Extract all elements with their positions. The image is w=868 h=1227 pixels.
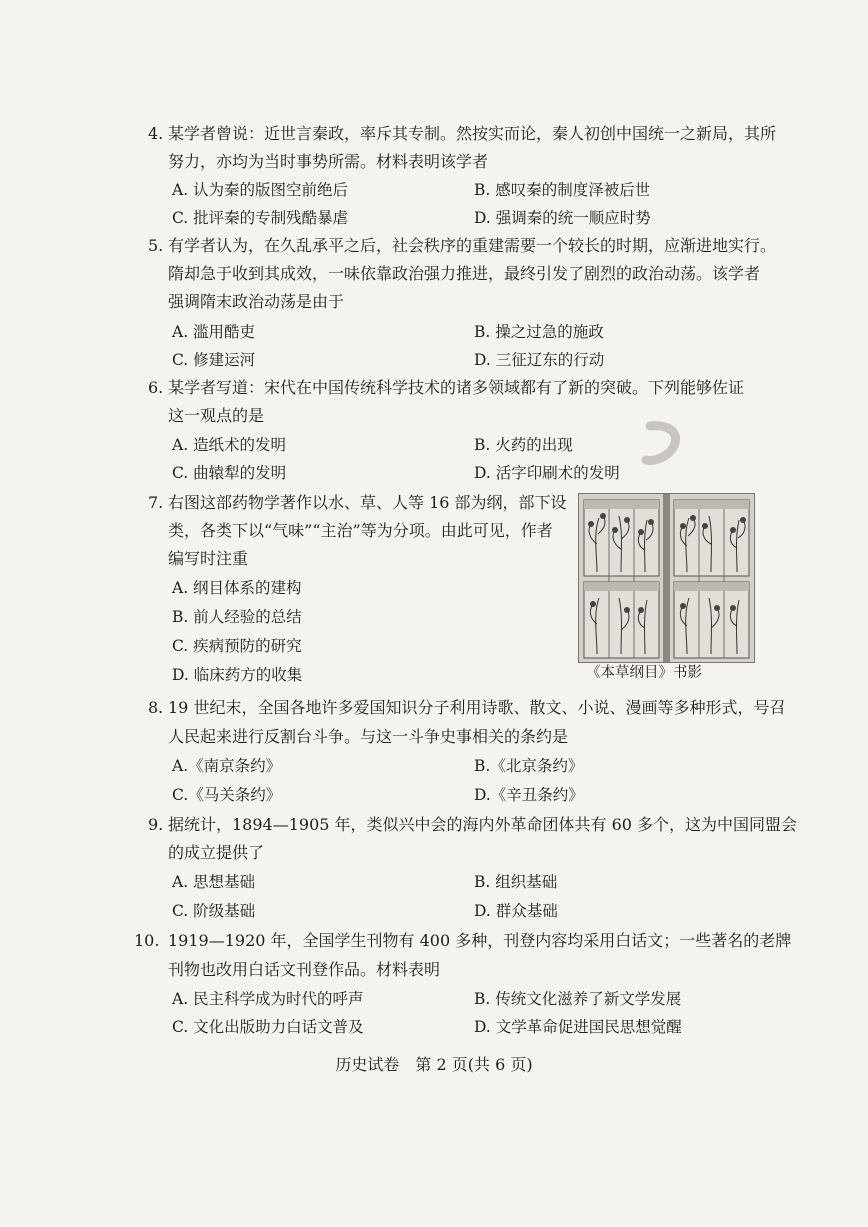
option-c: C. 批评秦的专制残酷暴虐 <box>172 209 349 227</box>
option-d: D. 活字印刷术的发明 <box>474 464 620 482</box>
question-stem-line: 编写时注重 <box>168 549 249 568</box>
option-a: A. 造纸术的发明 <box>172 436 287 454</box>
question-stem-line: 刊物也改用白话文刊登作品。材料表明 <box>168 960 441 979</box>
option-b: B. 传统文化滋养了新文学发展 <box>474 990 682 1008</box>
question-number: 7. <box>148 493 164 512</box>
question-number: 6. <box>148 378 164 397</box>
question-stem-line: 1919—1920 年，全国学生刊物有 400 多种，刊登内容均采用白话文；一些著名的老牌 <box>168 931 792 950</box>
question-stem-line: 有学者认为，在久乱承平之后，社会秩序的重建需要一个较长的时期，应渐进地实行。 <box>168 236 777 255</box>
option-d: D. 临床药方的收集 <box>172 666 303 684</box>
option-c: C.《马关条约》 <box>172 786 282 804</box>
option-a: A. 思想基础 <box>172 873 256 891</box>
option-a: A. 认为秦的版图空前绝后 <box>172 181 349 199</box>
option-d: D.《辛丑条约》 <box>474 786 584 804</box>
question-number: 10. <box>134 931 160 950</box>
question-stem-line: 类，各类下以“气味”“主治”等为分项。由此可见，作者 <box>168 521 553 540</box>
option-b: B. 感叹秦的制度泽被后世 <box>474 181 651 199</box>
question-stem-line: 据统计，1894—1905 年，类似兴中会的海内外革命团体共有 60 多个，这为中国同盟会 <box>168 815 798 834</box>
scan-smudge-mark <box>628 420 688 470</box>
option-c: C. 阶级基础 <box>172 902 256 920</box>
option-a: A.《南京条约》 <box>172 757 282 775</box>
option-b: B. 组织基础 <box>474 873 558 891</box>
option-b: B. 火药的出现 <box>474 436 573 454</box>
question-number: 9. <box>148 815 164 834</box>
option-a: A. 纲目体系的建构 <box>172 579 302 597</box>
option-d: D. 三征辽东的行动 <box>474 351 605 369</box>
question-stem-line: 某学者写道：宋代在中国传统科学技术的诸多领域都有了新的突破。下列能够佐证 <box>168 378 745 397</box>
question-stem-line: 隋却急于收到其成效，一味依靠政治强力推进，最终引发了剧烈的政治动荡。该学者 <box>168 264 761 283</box>
option-b: B. 前人经验的总结 <box>172 608 302 626</box>
question-stem-line: 努力，亦均为当时事势所需。材料表明该学者 <box>168 152 489 171</box>
option-c: C. 曲辕犁的发明 <box>172 464 287 482</box>
option-b: B.《北京条约》 <box>474 757 584 775</box>
question-stem-line: 强调隋末政治动荡是由于 <box>168 292 345 311</box>
question-stem-line: 右图这部药物学著作以水、草、人等 16 部为纲，部下设 <box>168 493 567 512</box>
option-c: C. 文化出版助力白话文普及 <box>172 1018 364 1036</box>
question-number: 4. <box>148 124 164 143</box>
option-d: D. 文学革命促进国民思想觉醒 <box>474 1018 682 1036</box>
option-b: B. 操之过急的施政 <box>474 323 604 341</box>
page-footer: 历史试卷 第 2 页(共 6 页) <box>335 1055 533 1074</box>
question-stem-line: 19 世纪末，全国各地许多爱国知识分子利用诗歌、散文、小说、漫画等多种形式，号召 <box>168 698 786 717</box>
option-d: D. 强调秦的统一顺应时势 <box>474 209 651 227</box>
question-stem-line: 人民起来进行反割台斗争。与这一斗争史事相关的条约是 <box>168 727 569 746</box>
option-a: A. 民主科学成为时代的呼声 <box>172 990 364 1008</box>
bencao-gangmu-book-image <box>578 493 755 663</box>
question-number: 5. <box>148 236 164 255</box>
option-c: C. 疾病预防的研究 <box>172 637 302 655</box>
question-stem-line: 的成立提供了 <box>168 843 265 862</box>
question-stem-line: 某学者曾说：近世言秦政，率斥其专制。然按实而论，秦人初创中国统一之新局，其所 <box>168 124 777 143</box>
option-a: A. 滥用酷吏 <box>172 323 256 341</box>
option-d: D. 群众基础 <box>474 902 558 920</box>
question-stem-line: 这一观点的是 <box>168 406 265 425</box>
option-c: C. 修建运河 <box>172 351 256 369</box>
question-number: 8. <box>148 698 164 717</box>
figure-caption: 《本草纲目》书影 <box>586 665 702 681</box>
